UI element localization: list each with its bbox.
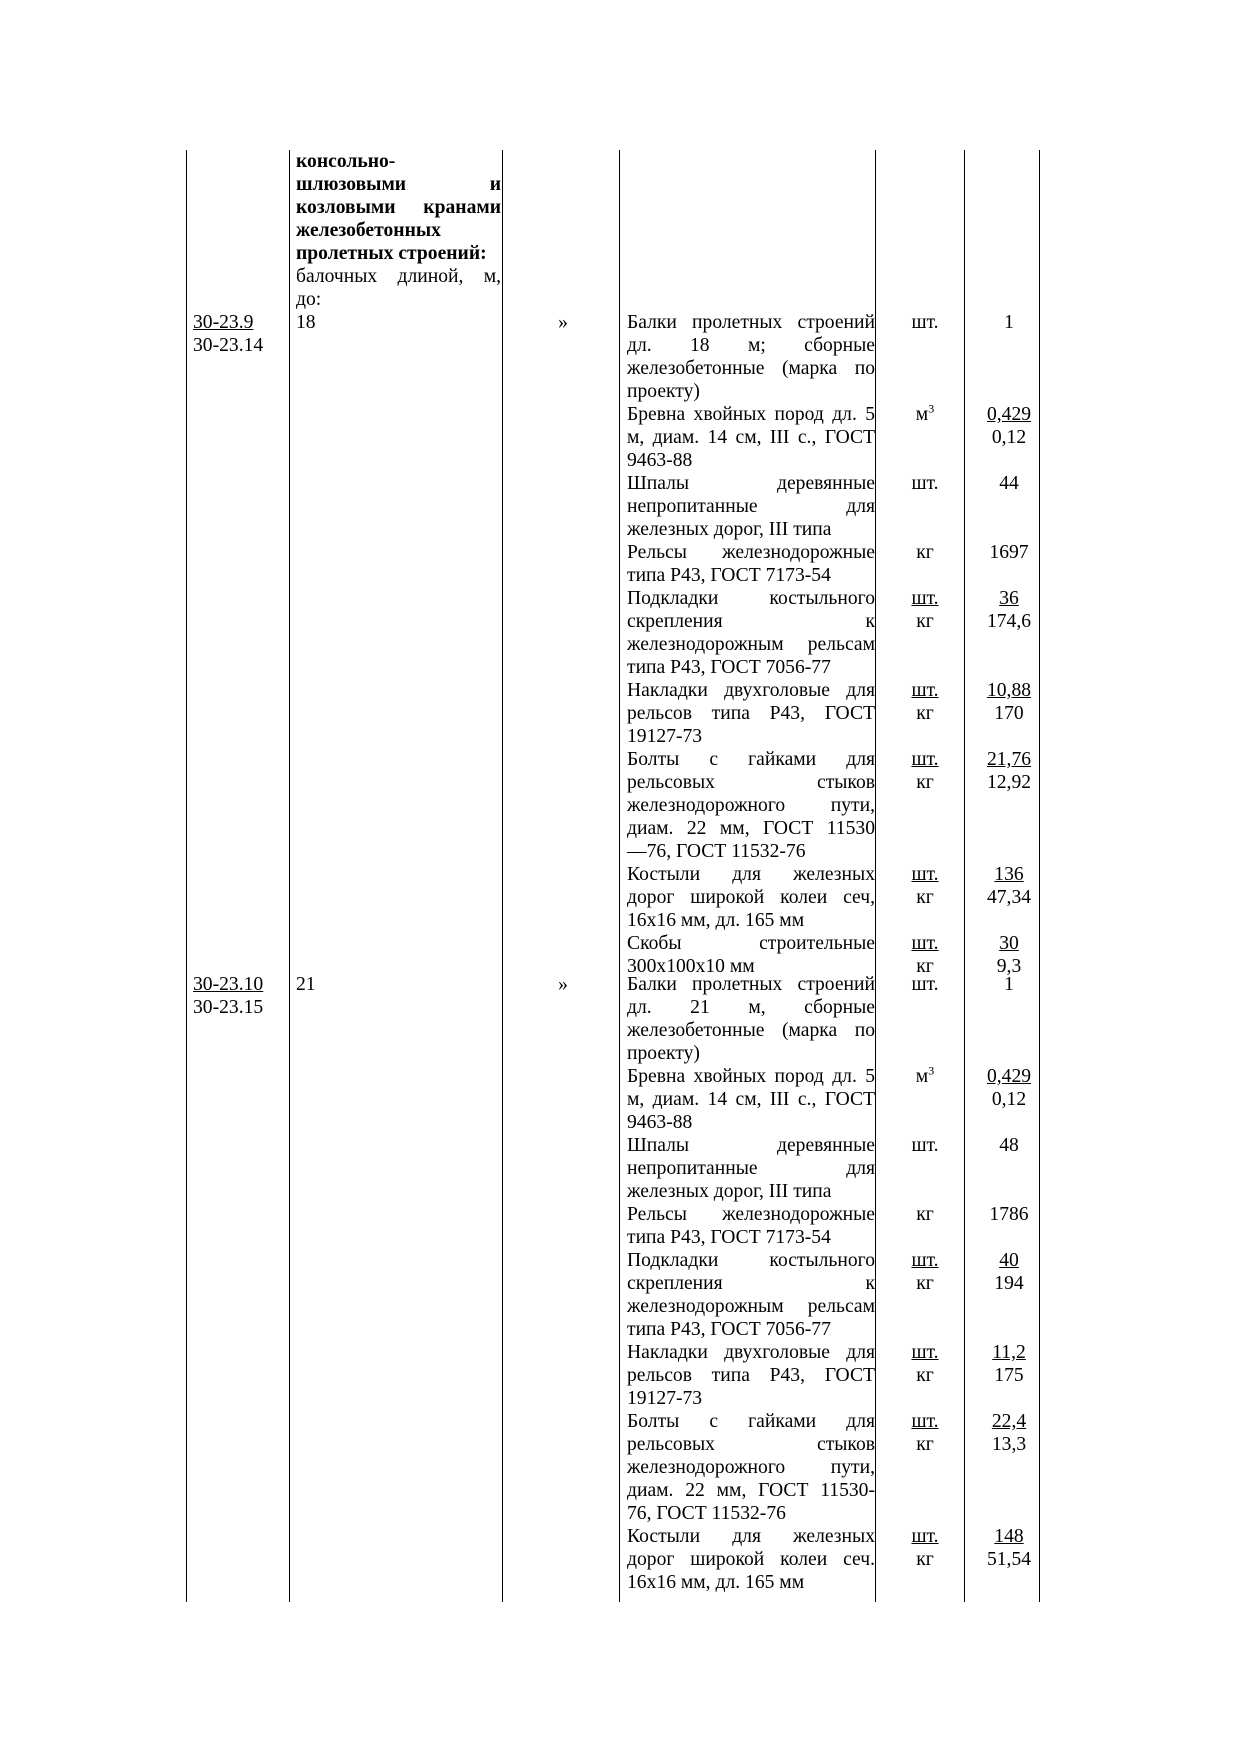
unit-top: м	[915, 1066, 929, 1087]
table-header-block	[296, 150, 501, 311]
quantity-bottom: 0,12	[991, 1089, 1027, 1110]
material-line: железнодорожного пути,	[627, 1457, 875, 1478]
unit-top: кг	[916, 542, 934, 563]
span-length-value: 18	[296, 312, 316, 333]
material-line: Подкладки костыльного	[627, 1250, 875, 1271]
unit-with-exponent	[882, 1065, 968, 1088]
unit-bottom: кг	[916, 887, 934, 908]
quantity-top: 1697	[989, 542, 1029, 563]
material-line: непропитанные для	[627, 1158, 875, 1179]
material-line: железных дорог, III типа	[627, 1181, 832, 1202]
span-length	[296, 973, 501, 996]
header-line: консольно-	[296, 151, 396, 172]
material-line: железобетонные (марка по	[627, 1020, 875, 1041]
header-line: балочных длиной, м,	[296, 266, 501, 287]
unit-bottom: кг	[916, 703, 934, 724]
unit-top: шт.	[911, 933, 939, 954]
quantity-bottom: 170	[994, 703, 1024, 724]
unit-bottom: кг	[916, 1273, 934, 1294]
material-quantity	[975, 932, 1043, 978]
material-quantity	[975, 1203, 1043, 1226]
material-line: Накладки двухголовые для	[627, 680, 875, 701]
quantity-top: 1	[1004, 974, 1014, 995]
material-quantity	[975, 1249, 1043, 1295]
material-line: 9463-88	[627, 1112, 693, 1133]
material-line: диам. 22 мм, ГОСТ 11530-	[627, 1480, 875, 1501]
material-description	[627, 472, 875, 541]
material-quantity	[975, 1134, 1043, 1157]
material-line: Бревна хвойных пород дл. 5	[627, 1066, 875, 1087]
norm-code	[193, 311, 288, 357]
unit-bottom: кг	[916, 1549, 934, 1570]
material-line: Бревна хвойных пород дл. 5	[627, 404, 875, 425]
material-quantity	[975, 748, 1043, 794]
span-length	[296, 311, 501, 334]
unit-top: шт.	[911, 749, 939, 770]
material-line: скрепления к	[627, 611, 875, 632]
material-line: 19127-73	[627, 726, 703, 747]
material-line: 300x100x10 мм	[627, 956, 755, 977]
material-line: м, диам. 14 см, III с., ГОСТ	[627, 1089, 875, 1110]
quantity-top: 21,76	[986, 749, 1032, 770]
material-description	[627, 587, 875, 679]
quantity-top: 44	[999, 473, 1019, 494]
quantity-top: 136	[994, 864, 1024, 885]
material-description	[627, 973, 875, 1065]
material-line: Балки пролетных строений	[627, 974, 875, 995]
quantity-bottom: 47,34	[986, 887, 1032, 908]
material-description	[627, 541, 875, 587]
material-description	[627, 932, 875, 978]
material-quantity	[975, 973, 1043, 996]
material-line: Костыли для железных	[627, 1526, 875, 1547]
material-line: скрепления к	[627, 1273, 875, 1294]
unit-top: шт.	[911, 864, 939, 885]
quantity-top: 30	[999, 933, 1019, 954]
quantity-top: 48	[999, 1135, 1019, 1156]
material-line: Болты с гайками для	[627, 749, 875, 770]
material-line: типа Р43, ГОСТ 7173-54	[627, 565, 831, 586]
unit-top: шт.	[911, 1135, 939, 1156]
material-line: 16x16 мм, дл. 165 мм	[627, 910, 805, 931]
norm-code-top: 30-23.9	[193, 312, 254, 333]
header-line: до:	[296, 289, 322, 310]
material-line: Рельсы железнодорожные	[627, 542, 875, 563]
material-line: Накладки двухголовые для	[627, 1342, 875, 1363]
quantity-bottom: 175	[994, 1365, 1024, 1386]
material-unit	[882, 311, 968, 334]
header-line: шлюзовыми и	[296, 174, 501, 195]
material-unit	[882, 403, 968, 426]
material-line: дорог широкой колеи сеч.	[627, 1549, 875, 1570]
column-border	[289, 150, 290, 1602]
material-line: проекту)	[627, 381, 700, 402]
material-line: проекту)	[627, 1043, 700, 1064]
material-line: 19127-73	[627, 1388, 703, 1409]
quantity-top: 1786	[989, 1204, 1029, 1225]
quantity-top: 11,2	[992, 1342, 1026, 1363]
material-unit	[882, 1341, 968, 1387]
material-quantity	[975, 1525, 1043, 1571]
material-line: дл. 21 м, сборные	[627, 997, 875, 1018]
norm-code	[193, 973, 288, 1019]
material-description	[627, 311, 875, 403]
unit-top: шт.	[911, 1411, 939, 1432]
unit-top: шт.	[911, 473, 939, 494]
unit-top: шт.	[911, 1342, 939, 1363]
material-line: дорог широкой колеи сеч,	[627, 887, 875, 908]
material-line: рельсовых стыков	[627, 772, 875, 793]
ditto-value: »	[558, 312, 568, 333]
material-quantity	[975, 1410, 1043, 1456]
ditto-mark	[508, 311, 618, 334]
material-line: рельсов типа Р43, ГОСТ	[627, 703, 875, 724]
material-unit	[882, 973, 968, 996]
material-line: Костыли для железных	[627, 864, 875, 885]
material-line: Шпалы деревянные	[627, 473, 875, 494]
quantity-top: 36	[999, 588, 1019, 609]
material-description	[627, 679, 875, 748]
quantity-top: 148	[994, 1526, 1024, 1547]
material-description	[627, 1525, 875, 1594]
material-quantity	[975, 679, 1043, 725]
material-line: железнодорожным рельсам	[627, 634, 875, 655]
quantity-bottom: 12,92	[986, 772, 1032, 793]
material-line: железобетонные (марка по	[627, 358, 875, 379]
quantity-top: 10,88	[986, 680, 1032, 701]
material-description	[627, 1065, 875, 1134]
material-line: 76, ГОСТ 11532-76	[627, 1503, 786, 1524]
material-unit	[882, 1134, 968, 1157]
column-border	[502, 150, 503, 1602]
unit-top: м	[915, 404, 929, 425]
unit-with-exponent	[882, 403, 968, 426]
header-line: пролетных строений:	[296, 243, 487, 264]
norm-code-bottom: 30-23.15	[193, 997, 264, 1018]
material-line: типа Р43, ГОСТ 7056-77	[627, 657, 831, 678]
unit-exponent: 3	[928, 401, 935, 416]
material-description	[627, 1249, 875, 1341]
material-description	[627, 403, 875, 472]
material-unit	[882, 1410, 968, 1456]
material-unit	[882, 863, 968, 909]
material-quantity	[975, 472, 1043, 495]
material-unit	[882, 748, 968, 794]
material-description	[627, 1203, 875, 1249]
unit-top: шт.	[911, 1250, 939, 1271]
material-line: 16x16 мм, дл. 165 мм	[627, 1572, 805, 1593]
unit-bottom: кг	[916, 1365, 934, 1386]
material-line: 9463-88	[627, 450, 693, 471]
material-line: диам. 22 мм, ГОСТ 11530	[627, 818, 875, 839]
material-quantity	[975, 541, 1043, 564]
ditto-value: »	[558, 974, 568, 995]
span-length-value: 21	[296, 974, 316, 995]
material-description	[627, 1410, 875, 1525]
material-unit	[882, 472, 968, 495]
material-line: —76, ГОСТ 11532-76	[627, 841, 806, 862]
material-line: дл. 18 м; сборные	[627, 335, 875, 356]
unit-bottom: кг	[916, 611, 934, 632]
header-line: козловыми кранами	[296, 197, 501, 218]
material-quantity	[975, 1341, 1043, 1387]
material-line: рельсов типа Р43, ГОСТ	[627, 1365, 875, 1386]
quantity-bottom: 194	[994, 1273, 1024, 1294]
header-line: железобетонных	[296, 220, 441, 241]
unit-top: шт.	[911, 1526, 939, 1547]
material-line: Подкладки костыльного	[627, 588, 875, 609]
material-line: Шпалы деревянные	[627, 1135, 875, 1156]
unit-bottom: кг	[916, 1434, 934, 1455]
material-unit	[882, 587, 968, 633]
material-quantity	[975, 587, 1043, 633]
quantity-bottom: 13,3	[991, 1434, 1027, 1455]
material-line: Рельсы железнодорожные	[627, 1204, 875, 1225]
unit-bottom: кг	[916, 772, 934, 793]
quantity-bottom: 174,6	[986, 611, 1032, 632]
material-description	[627, 748, 875, 863]
material-line: Скобы строительные	[627, 933, 875, 954]
quantity-top: 1	[1004, 312, 1014, 333]
unit-top: кг	[916, 1204, 934, 1225]
material-line: рельсовых стыков	[627, 1434, 875, 1455]
quantity-bottom: 9,3	[996, 956, 1022, 977]
material-quantity	[975, 311, 1043, 334]
material-unit	[882, 1065, 968, 1088]
material-quantity	[975, 1065, 1043, 1111]
norm-code-bottom: 30-23.14	[193, 335, 264, 356]
quantity-top: 22,4	[991, 1411, 1027, 1432]
norm-code-top: 30-23.10	[193, 974, 264, 995]
quantity-bottom: 51,54	[986, 1549, 1032, 1570]
material-line: м, диам. 14 см, III с., ГОСТ	[627, 427, 875, 448]
material-line: типа Р43, ГОСТ 7173-54	[627, 1227, 831, 1248]
material-unit	[882, 1525, 968, 1571]
unit-exponent: 3	[928, 1063, 935, 1078]
material-unit	[882, 1249, 968, 1295]
column-border	[875, 150, 876, 1602]
material-description	[627, 1341, 875, 1410]
unit-bottom: кг	[916, 956, 934, 977]
column-border	[186, 150, 187, 1602]
quantity-top: 0,429	[986, 404, 1032, 425]
material-line: железнодорожным рельсам	[627, 1296, 875, 1317]
material-quantity	[975, 863, 1043, 909]
quantity-top: 0,429	[986, 1066, 1032, 1087]
material-description	[627, 863, 875, 932]
material-line: железных дорог, III типа	[627, 519, 832, 540]
material-line: железнодорожного пути,	[627, 795, 875, 816]
material-unit	[882, 541, 968, 564]
material-description	[627, 1134, 875, 1203]
unit-top: шт.	[911, 312, 939, 333]
material-line: Балки пролетных строений	[627, 312, 875, 333]
material-quantity	[975, 403, 1043, 449]
unit-top: шт.	[911, 588, 939, 609]
unit-top: шт.	[911, 680, 939, 701]
column-border	[619, 150, 620, 1602]
quantity-top: 40	[999, 1250, 1019, 1271]
unit-top: шт.	[911, 974, 939, 995]
material-line: типа Р43, ГОСТ 7056-77	[627, 1319, 831, 1340]
quantity-bottom: 0,12	[991, 427, 1027, 448]
material-unit	[882, 932, 968, 978]
ditto-mark	[508, 973, 618, 996]
material-line: непропитанные для	[627, 496, 875, 517]
material-unit	[882, 679, 968, 725]
material-unit	[882, 1203, 968, 1226]
material-line: Болты с гайками для	[627, 1411, 875, 1432]
